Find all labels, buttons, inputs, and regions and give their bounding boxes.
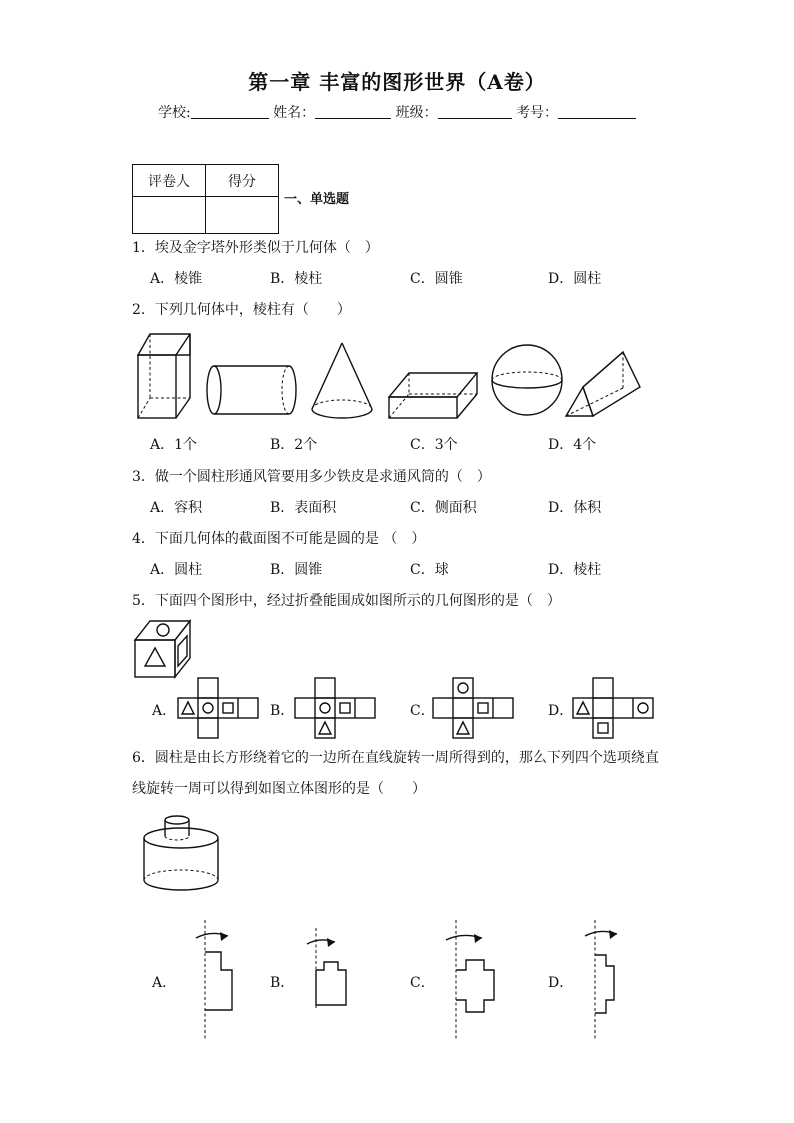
q3-option-a[interactable]: A．容积 bbox=[150, 500, 203, 516]
q5-option-b[interactable]: B． bbox=[270, 703, 295, 719]
q4-option-b[interactable]: B．圆锥 bbox=[270, 562, 323, 578]
name-label: 姓名： bbox=[273, 105, 316, 121]
q2-option-a[interactable]: A．1个 bbox=[150, 437, 198, 453]
q1-option-c[interactable]: C．圆锥 bbox=[410, 271, 463, 287]
page-title: 第一章 丰富的图形世界（A卷） bbox=[248, 70, 546, 94]
q5-option-d[interactable]: D． bbox=[548, 703, 574, 719]
question-1-stem: 1．埃及金字塔外形类似于几何体（ ） bbox=[132, 240, 379, 256]
rotation-figure-d bbox=[585, 920, 617, 1040]
school-label: 学校: bbox=[157, 105, 191, 121]
question-5-stem: 5．下面四个图形中，经过折叠能围成如图所示的几何图形的是（ ） bbox=[132, 593, 561, 609]
q3-option-d[interactable]: D．体积 bbox=[548, 500, 602, 516]
exam-no-label: 考号： bbox=[516, 105, 559, 121]
score-header: 得分 bbox=[206, 165, 279, 197]
q6-option-a[interactable]: A． bbox=[152, 975, 177, 991]
q2-option-c[interactable]: C．3个 bbox=[410, 437, 458, 453]
q4-option-c[interactable]: C．球 bbox=[410, 562, 449, 578]
q5-option-a[interactable]: A． bbox=[152, 703, 177, 719]
section-title: 一、单选题 bbox=[284, 192, 350, 207]
q4-option-d[interactable]: D．棱柱 bbox=[548, 562, 602, 578]
q5-option-c[interactable]: C． bbox=[410, 703, 435, 719]
rotation-figure-c bbox=[446, 920, 494, 1040]
question-3-stem: 3．做一个圆柱形通风管要用多少铁皮是求通风筒的（ ） bbox=[132, 469, 491, 485]
q1-option-d[interactable]: D．圆柱 bbox=[548, 271, 602, 287]
question-6-stem-line-1: 6．圆柱是由长方形绕着它的一边所在直线旋转一周所得到的，那么下列四个选项绕直 bbox=[132, 750, 659, 766]
reviewer-header: 评卷人 bbox=[133, 165, 206, 197]
q6-option-c[interactable]: C． bbox=[410, 975, 435, 991]
question-6-stem-line-2: 线旋转一周可以得到如图立体图形的是（ ） bbox=[132, 781, 426, 797]
class-label: 班级： bbox=[395, 105, 438, 121]
stacked-cylinder-figure bbox=[144, 816, 218, 890]
q2-option-b[interactable]: B．2个 bbox=[270, 437, 318, 453]
q6-option-d[interactable]: D． bbox=[548, 975, 574, 991]
q6-option-b[interactable]: B． bbox=[270, 975, 295, 991]
q1-option-a[interactable]: A．棱锥 bbox=[150, 271, 203, 287]
q1-option-b[interactable]: B．棱柱 bbox=[270, 271, 323, 287]
q2-option-d[interactable]: D．4个 bbox=[548, 437, 597, 453]
question-4-stem: 4．下面几何体的截面图不可能是圆的是 （ ） bbox=[132, 531, 426, 547]
q4-option-a[interactable]: A．圆柱 bbox=[150, 562, 203, 578]
q3-option-c[interactable]: C．侧面积 bbox=[410, 500, 477, 516]
question-2-stem: 2．下列几何体中，棱柱有（ ） bbox=[132, 302, 351, 318]
rotation-figure-b bbox=[307, 928, 346, 1010]
q3-option-b[interactable]: B．表面积 bbox=[270, 500, 337, 516]
rotation-figure-a bbox=[196, 920, 232, 1040]
